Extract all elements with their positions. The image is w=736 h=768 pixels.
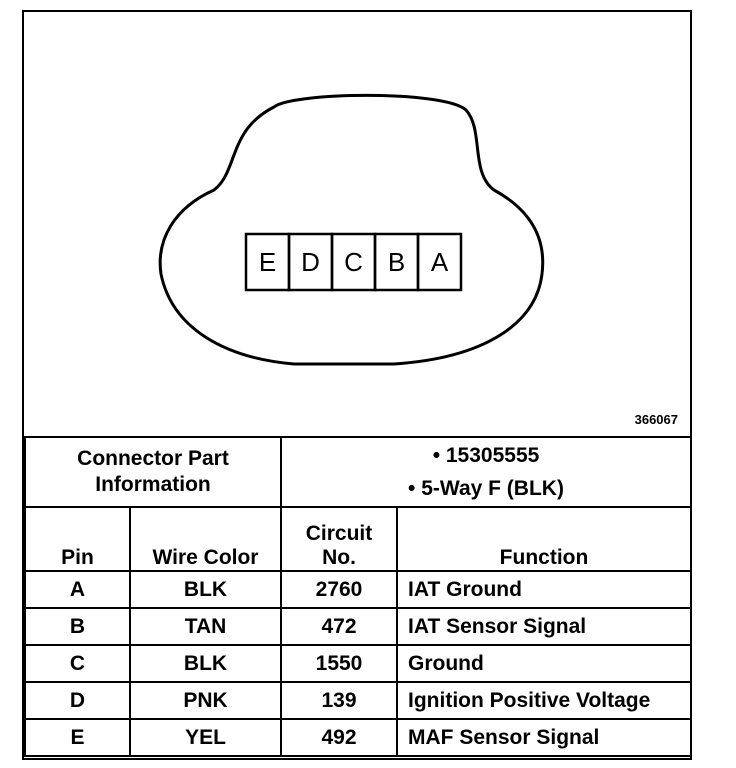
cell-pin: C (25, 645, 130, 682)
cell-pin: E (25, 719, 130, 756)
col-header-circuit-line2: No. (322, 546, 356, 569)
cell-circuit: 2760 (281, 571, 397, 608)
cell-function: IAT Sensor Signal (397, 608, 691, 645)
table-row (25, 719, 691, 756)
pin-label-a: A (430, 247, 449, 277)
col-header-function: Function (397, 507, 691, 571)
connector-body-outline (160, 95, 543, 364)
table-row (25, 608, 691, 645)
cell-circuit: 139 (281, 682, 397, 719)
table-row (25, 571, 691, 608)
cell-circuit: 472 (281, 608, 397, 645)
part-info-values (281, 437, 691, 507)
col-header-circuit-line1: Circuit (305, 522, 373, 545)
table-row (25, 682, 691, 719)
pin-label-b: B (387, 247, 406, 277)
col-header-wire-color: Wire Color (130, 507, 281, 571)
pin-label-e: E (258, 247, 277, 277)
cell-function: Ground (397, 645, 691, 682)
table-row (25, 645, 691, 682)
col-header-pin: Pin (25, 507, 130, 571)
cell-wire-color: YEL (130, 719, 281, 756)
cell-wire-color: BLK (130, 645, 281, 682)
connector-figure-frame (22, 10, 692, 760)
pin-label-c: C (344, 247, 363, 277)
cell-pin: D (25, 682, 130, 719)
cell-circuit: 1550 (281, 645, 397, 682)
cell-function: MAF Sensor Signal (397, 719, 691, 756)
col-header-circuit (281, 507, 397, 571)
cell-wire-color: PNK (130, 682, 281, 719)
part-info-row (25, 437, 691, 507)
cell-circuit: 492 (281, 719, 397, 756)
cell-pin: B (25, 608, 130, 645)
figure-id: 366067 (634, 412, 678, 427)
column-header-row (25, 507, 691, 571)
cell-wire-color: BLK (130, 571, 281, 608)
part-number: • 15305555 (432, 444, 540, 467)
cell-function: IAT Ground (397, 571, 691, 608)
connector-outline-svg (24, 12, 690, 436)
part-description: • 5-Way F (BLK) (408, 477, 564, 500)
pin-label-d: D (301, 247, 320, 277)
part-info-label-line2: Information (95, 473, 211, 496)
cell-pin: A (25, 571, 130, 608)
connector-diagram (24, 12, 690, 436)
part-info-label (25, 437, 281, 507)
part-info-label-line1: Connector Part (77, 447, 229, 470)
connector-info-table (24, 436, 692, 757)
cell-wire-color: TAN (130, 608, 281, 645)
cell-function: Ignition Positive Voltage (397, 682, 691, 719)
